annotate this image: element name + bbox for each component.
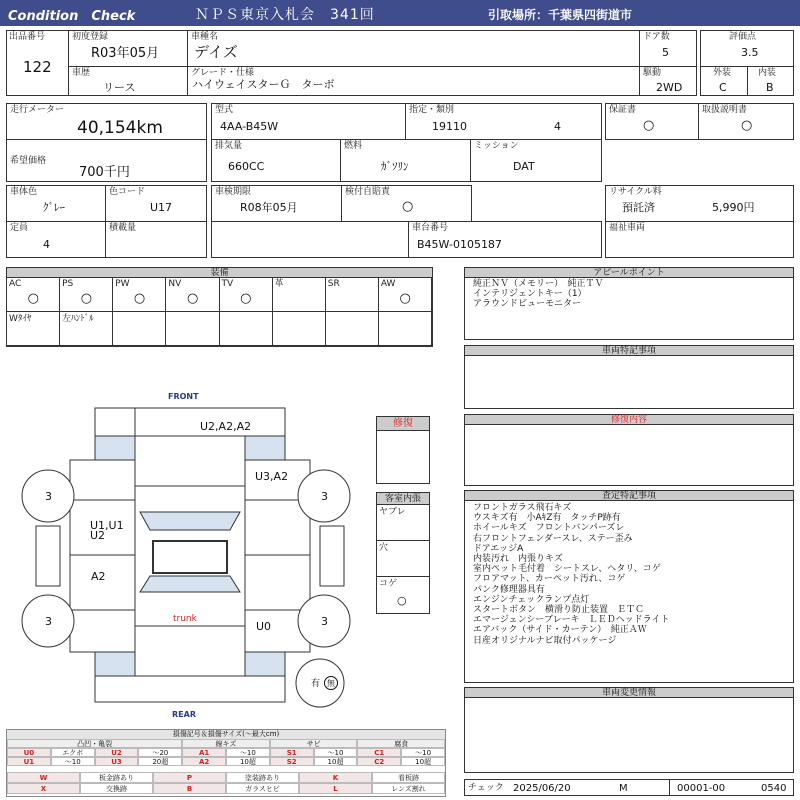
model-label: 車種名	[191, 32, 219, 42]
int-value: B	[766, 81, 774, 94]
front-label: FRONT	[168, 392, 199, 401]
check-footer	[464, 779, 794, 796]
category-value: 4	[554, 120, 561, 133]
designation-label: 指定・類別	[409, 105, 455, 115]
chassis-label: 車台番号	[412, 223, 449, 233]
tire-rear-left: 3	[45, 615, 52, 628]
car-diagram-svg	[0, 380, 370, 725]
drive-label: 駆動	[643, 68, 662, 78]
mark-left-rear-door: A2	[91, 570, 106, 583]
lot-label: 出品番号	[9, 32, 46, 42]
history-box	[68, 66, 188, 96]
appeal-line: アラウンドビューモニター	[473, 299, 582, 309]
displacement-label: 排気量	[215, 141, 243, 151]
equipment-cell	[220, 278, 273, 312]
legend-group: 凸凹・亀裂	[7, 739, 182, 748]
equipment-cell	[7, 312, 60, 346]
legend-code: W	[7, 772, 80, 783]
legend-code: C2	[357, 757, 401, 766]
legend-desc: 看板跡	[372, 772, 445, 783]
inspection-note-line: 右フロントフェンダースレ、ステー歪み	[473, 533, 633, 544]
spare-tire-icon: 無	[324, 676, 338, 690]
first-reg-label: 初度登録	[72, 32, 109, 42]
check-date: 2025/06/20	[513, 783, 571, 794]
legend-desc: 〜10	[314, 748, 358, 757]
equipment-label: NV	[168, 279, 182, 289]
color-box	[6, 185, 106, 222]
footer-code: 00001-00	[677, 783, 726, 794]
warranty-box	[605, 103, 699, 140]
price-label: 希望価格	[10, 156, 47, 166]
mark-right-rear: U0	[256, 620, 272, 633]
chassis-value: B45W-0105187	[417, 238, 502, 251]
damage-legend	[6, 729, 446, 797]
lot-number: 122	[23, 58, 52, 76]
spare-tire: 有	[311, 679, 321, 689]
inspection-note-line: ウスキズ有 小AｷZ有 タッチP跡有	[473, 513, 621, 524]
self-insurance-label: 検付自賠責	[345, 187, 391, 197]
price-value: 700千円	[79, 165, 130, 180]
doors-value: 5	[662, 46, 669, 59]
inspection-note-line: エンジンチェックランプ点灯	[473, 594, 590, 605]
mission-label: ミッション	[474, 141, 519, 151]
self-insurance-box	[341, 185, 472, 222]
cabin-title: 客室内張	[377, 493, 429, 505]
equipment-mark: ○	[186, 291, 199, 306]
equipment-table	[6, 267, 433, 347]
capacity-label: 定員	[10, 223, 29, 233]
displacement-box	[211, 139, 341, 182]
equipment-cell	[113, 278, 166, 312]
inspection-note-line: エアバック（サイド・カーテン） 純正ＡＷ	[473, 625, 647, 636]
legend-code: P	[153, 772, 226, 783]
legend-code: C1	[357, 748, 401, 757]
equipment-mark: ○	[399, 291, 411, 306]
designation-value: 19110	[432, 120, 467, 133]
legend-desc: 〜10	[401, 748, 445, 757]
equipment-label: SR	[327, 279, 340, 289]
legend-title: 損傷記号＆損傷サイズ(〜最大cm)	[7, 730, 445, 739]
equipment-title: 装備	[7, 268, 432, 278]
equipment-label: PS	[62, 279, 74, 289]
equipment-label: AC	[9, 279, 22, 289]
cabin-burn-mark: ○	[397, 594, 407, 607]
header-bar	[0, 0, 800, 26]
appeal-line: インテリジェントキー（1）	[473, 289, 587, 299]
self-insurance-mark: ○	[402, 199, 414, 214]
mark-front-top: U2,A2,A2	[200, 420, 252, 433]
equipment-label: TV	[221, 279, 234, 289]
welfare-label: 福祉車両	[609, 223, 646, 233]
mark-front-right: U3,A2	[255, 470, 289, 483]
mission-box	[470, 139, 602, 182]
model-value: デイズ	[194, 43, 238, 61]
recycle-fee: 5,990円	[712, 201, 755, 214]
inspection-note-line: エマージェンシーブレーキ ＬＥＤヘッドライト	[473, 615, 670, 626]
first-reg-box	[68, 30, 188, 67]
equipment-cell	[326, 312, 379, 346]
appeal-box	[464, 267, 794, 340]
legend-code: A2	[182, 757, 226, 766]
grade-box	[187, 66, 640, 96]
legend-group: サビ	[270, 739, 358, 748]
grade-value: ハイウェイスターＧ ターボ	[192, 78, 335, 91]
inspection-box	[211, 185, 342, 222]
cabin-row-hole	[377, 541, 429, 577]
pickup-location: 引取場所：千葉県四街道市	[488, 8, 633, 22]
special-title: 車両特記事項	[465, 346, 793, 356]
equipment-cell	[113, 312, 166, 346]
legend-desc: 〜10	[51, 757, 95, 766]
cabin-row-tear	[377, 505, 429, 541]
legend-code: U1	[7, 757, 51, 766]
inspection-note-line: スタートボタン 横滑り防止装置 ＥＴＣ	[473, 605, 645, 616]
color-code-label: 色コード	[109, 187, 146, 197]
drive-box	[639, 66, 697, 96]
cabin-tear-label: ヤブレ	[379, 507, 406, 517]
legend-desc: 〜20	[138, 748, 182, 757]
legend-code: U3	[95, 757, 139, 766]
equipment-cell	[60, 278, 113, 312]
tire-front-left: 3	[45, 490, 52, 503]
type-label: 型式	[215, 105, 234, 115]
legend-code: A1	[182, 748, 226, 757]
equipment-cell	[326, 278, 379, 312]
equipment-label: AW	[380, 279, 396, 289]
equipment-cell	[60, 312, 113, 346]
special-box	[464, 345, 794, 409]
history-label: 車歴	[72, 68, 91, 78]
score-label: 評価点	[729, 32, 757, 42]
tire-rear-right: 3	[321, 615, 328, 628]
footer-code2: 0540	[761, 783, 787, 794]
mileage-box	[6, 103, 207, 140]
inspection-note-line: フロントガラス飛石キズ	[473, 503, 572, 513]
checker: M	[619, 783, 628, 794]
legend-desc: 交換跡	[80, 783, 153, 794]
equipment-mark: ○	[80, 291, 93, 306]
fuel-label: 燃料	[344, 141, 363, 151]
legend-desc: 〜10	[226, 748, 270, 757]
legend-code: S2	[270, 757, 314, 766]
trunk-label: trunk	[173, 614, 197, 624]
recycle-label: リサイクル料	[609, 187, 662, 197]
manual-label: 取扱説明書	[702, 105, 748, 115]
equipment-cell	[379, 278, 432, 312]
rear-label: REAR	[172, 710, 196, 719]
cabin-burn-label: コゲ	[379, 579, 398, 589]
doors-box	[639, 30, 697, 67]
inspection-notes-title: 査定特記事項	[465, 491, 793, 501]
manual-box	[698, 103, 794, 140]
equipment-cell	[166, 312, 219, 346]
load-box	[105, 221, 207, 258]
model-box	[187, 30, 640, 67]
legend-group: 腐食	[357, 739, 445, 748]
repair-content-title: 修復内容	[465, 415, 793, 425]
legend-desc: レンズ割れ	[372, 783, 445, 794]
recycle-status: 預託済	[622, 201, 655, 214]
equipment-label: 革	[274, 279, 284, 289]
blank-box	[211, 221, 409, 258]
legend-desc: 10超	[401, 757, 445, 766]
header-title: Condition Check	[8, 9, 136, 24]
equipment-cell	[220, 312, 273, 346]
legend-code: K	[299, 772, 372, 783]
changes-title: 車両変更情報	[465, 688, 793, 698]
legend-desc: 20超	[138, 757, 182, 766]
drive-value: 2WD	[656, 81, 683, 94]
mark-left-door-2: U2	[90, 529, 106, 542]
chassis-box	[408, 221, 602, 258]
designation-box	[405, 103, 602, 140]
legend-desc: ガラスヒビ	[226, 783, 299, 794]
warranty-label: 保証書	[609, 105, 637, 115]
fuel-value: ｶﾞｿﾘﾝ	[381, 160, 409, 173]
equipment-mark: ○	[240, 291, 252, 306]
manual-mark: ○	[741, 118, 753, 133]
legend-code: U2	[95, 748, 139, 757]
equipment-label: Wﾀｲﾔ	[9, 314, 32, 324]
legend-grid	[7, 739, 445, 796]
appeal-lines	[473, 279, 604, 309]
car-diagram	[0, 380, 370, 725]
mission-value: DAT	[513, 160, 535, 173]
legend-code: U0	[7, 748, 51, 757]
first-reg-value: R03年05月	[91, 46, 160, 61]
auction-title: ＮＰＳ東京入札会 341回	[195, 7, 375, 23]
inspection-value: R08年05月	[240, 201, 298, 214]
capacity-value: 4	[43, 238, 50, 251]
cabin-row-burn	[377, 577, 429, 613]
score-value: 3.5	[741, 46, 759, 59]
equipment-cell	[379, 312, 432, 346]
price-box	[6, 139, 207, 182]
welfare-box	[605, 221, 794, 258]
inspection-notes-lines	[473, 503, 669, 646]
legend-desc: 10超	[314, 757, 358, 766]
appeal-line: 純正ＮＶ（メモリー） 純正ＴＶ	[473, 279, 604, 289]
ext-value: C	[719, 81, 727, 94]
inspection-label: 車検期限	[215, 187, 252, 197]
appeal-title: アピールポイント	[465, 268, 793, 278]
legend-group: 線キズ	[182, 739, 270, 748]
equipment-mark: ○	[133, 291, 146, 306]
score-box	[700, 30, 794, 67]
repair-title: 修復	[377, 417, 429, 431]
legend-desc: 塗装跡あり	[226, 772, 299, 783]
equipment-cell	[166, 278, 219, 312]
cabin-hole-label: 穴	[379, 543, 389, 553]
color-code-value: U17	[150, 201, 173, 214]
type-box	[211, 103, 406, 140]
legend-code: B	[153, 783, 226, 794]
mileage-label: 走行メーター	[10, 105, 65, 115]
repair-content-box	[464, 414, 794, 486]
int-box	[747, 66, 794, 96]
inspection-note-line: 日産オリジナルナビ取付パッケージ	[473, 635, 617, 646]
warranty-mark: ○	[643, 118, 655, 133]
legend-desc: 10超	[226, 757, 270, 766]
fuel-box	[340, 139, 471, 182]
repair-box	[376, 416, 430, 484]
load-label: 積載量	[109, 223, 137, 233]
legend-code: S1	[270, 748, 314, 757]
lot-box	[6, 30, 69, 96]
equipment-grid	[7, 278, 432, 346]
equipment-mark: ○	[27, 291, 39, 306]
equipment-label: PW	[115, 279, 130, 289]
inspection-note-line: 内装汚れ 内張りキズ	[473, 554, 563, 565]
legend-desc: 板金跡あり	[80, 772, 153, 783]
grade-label: グレード・仕様	[191, 68, 255, 78]
cabin-box	[376, 492, 430, 614]
footer-divider	[669, 780, 670, 795]
inspection-note-line: ドアエッジA	[473, 543, 524, 554]
mileage-value: 40,154km	[77, 118, 163, 138]
equipment-cell	[273, 278, 326, 312]
recycle-box	[605, 185, 794, 222]
ext-label: 外装	[713, 68, 732, 78]
legend-code: L	[299, 783, 372, 794]
doors-label: ドア数	[643, 32, 670, 42]
color-value: ｸﾞﾚｰ	[43, 201, 65, 214]
mark-left-door-1: U1,U1	[90, 519, 124, 532]
inspection-note-line: 室内ペット毛付着 シートスレ、ヘタリ、コゲ	[473, 564, 661, 575]
tire-front-right: 3	[321, 490, 328, 503]
inspection-notes-box	[464, 490, 794, 683]
color-label: 車体色	[10, 187, 38, 197]
equipment-cell	[273, 312, 326, 346]
equipment-label: 左ﾊﾝﾄﾞﾙ	[62, 314, 94, 324]
check-label: チェック	[468, 783, 504, 793]
type-value: 4AA-B45W	[220, 120, 279, 133]
history-value: リース	[103, 81, 136, 94]
equipment-cell	[7, 278, 60, 312]
capacity-box	[6, 221, 106, 258]
displacement-value: 660CC	[228, 160, 265, 173]
legend-code: X	[7, 783, 80, 794]
inspection-note-line: パンク修理器具有	[473, 584, 545, 595]
color-code-box	[105, 185, 207, 222]
inspection-note-line: フロアマット、カーペット汚れ、コゲ	[473, 574, 626, 585]
legend-desc: エクボ	[51, 748, 95, 757]
int-label: 内装	[758, 68, 777, 78]
ext-box	[700, 66, 748, 96]
inspection-note-line: ホイールキズ フロントバンパーズレ	[473, 523, 625, 534]
changes-box	[464, 687, 794, 773]
